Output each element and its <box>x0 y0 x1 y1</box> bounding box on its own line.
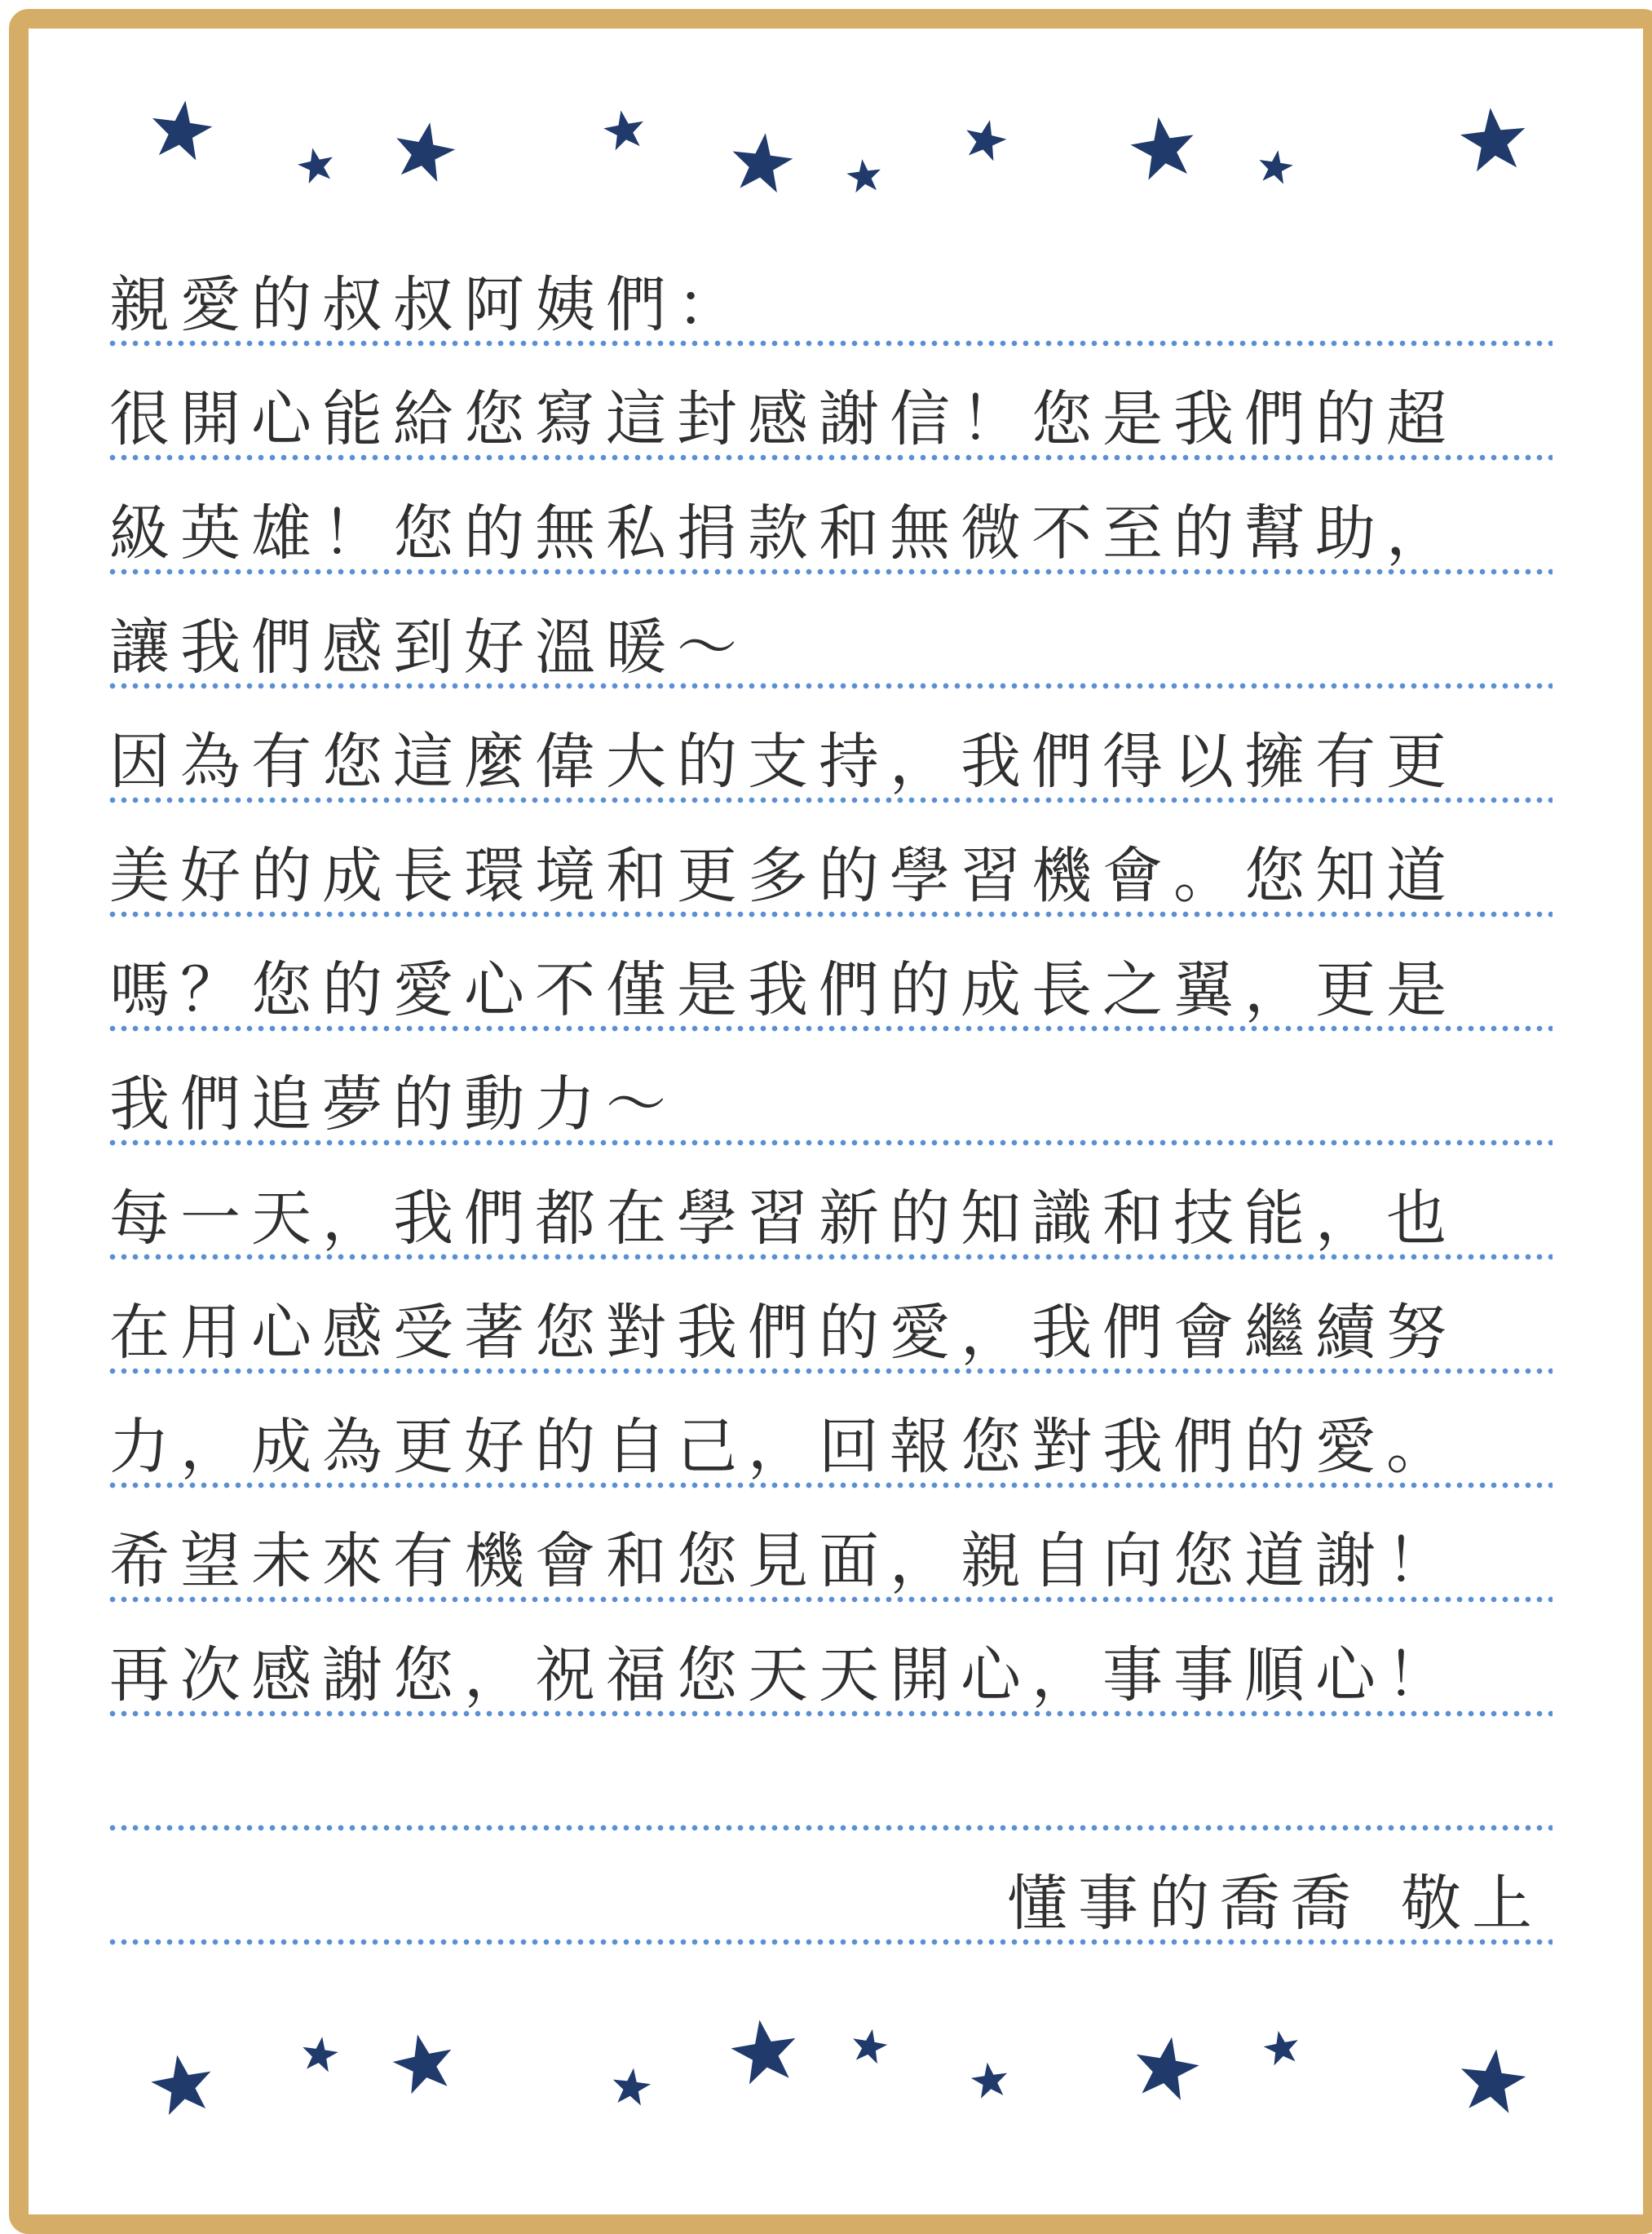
letter-line <box>109 1146 1553 1260</box>
letter-line <box>109 461 1553 575</box>
letter-line <box>109 1489 1553 1603</box>
letter-line <box>109 347 1553 461</box>
signature-text <box>1007 1869 1543 1939</box>
letter-line <box>109 575 1553 689</box>
signature-name: 懂事的喬喬 <box>1007 1869 1362 1939</box>
letter-line <box>109 918 1553 1032</box>
dotted-rule <box>109 1025 1553 1032</box>
letter-line-blank <box>109 1717 1553 1831</box>
letter-line <box>109 1260 1553 1374</box>
dotted-rule <box>109 1254 1553 1260</box>
dotted-rule <box>109 340 1553 347</box>
letter-line-text: 每一天，我們都在學習新的知識和技能，也 <box>109 1183 1457 1254</box>
letter-line <box>109 1603 1553 1717</box>
signature-line <box>109 1831 1553 1945</box>
letter-line-text: 讓我們感到好溫暖～ <box>109 613 748 683</box>
letter-line-text: 級英雄！您的無私捐款和無微不至的幫助， <box>109 498 1457 568</box>
letter-line-text: 嗎？您的愛心不僅是我們的成長之翼，更是 <box>109 955 1457 1025</box>
dotted-rule <box>109 1825 1553 1831</box>
letter-line-text: 美好的成長環境和更多的學習機會。您知道 <box>109 841 1457 911</box>
dotted-rule <box>109 454 1553 461</box>
letter-line-greeting <box>109 232 1553 347</box>
letter-line <box>109 1032 1553 1146</box>
dotted-rule <box>109 1482 1553 1489</box>
letter-body <box>109 232 1553 1945</box>
dotted-rule <box>109 1710 1553 1717</box>
letter-line-text: 再次感謝您，祝福您天天開心，事事順心！ <box>109 1640 1457 1710</box>
dotted-rule <box>109 797 1553 803</box>
dotted-rule <box>109 1596 1553 1603</box>
dotted-rule <box>109 1368 1553 1374</box>
dotted-rule <box>109 568 1553 575</box>
letter-line <box>109 689 1553 803</box>
letter-line <box>109 803 1553 918</box>
letter-line-text: 力，成為更好的自己，回報您對我們的愛。 <box>109 1412 1457 1482</box>
dotted-rule <box>109 683 1553 689</box>
letter-line-text: 很開心能給您寫這封感謝信！您是我們的超 <box>109 384 1457 454</box>
dotted-rule <box>109 1139 1553 1146</box>
dotted-rule <box>109 911 1553 918</box>
greeting-text: 親愛的叔叔阿姨們： <box>109 270 748 340</box>
dotted-rule <box>109 1939 1553 1945</box>
letter-line <box>109 1374 1553 1489</box>
signature-closing: 敬上 <box>1401 1869 1543 1939</box>
letter-line-text: 希望未來有機會和您見面，親自向您道謝！ <box>109 1526 1457 1596</box>
letter-line-text: 在用心感受著您對我們的愛，我們會繼續努 <box>109 1298 1457 1368</box>
letter-line-text: 我們追夢的動力～ <box>109 1069 677 1139</box>
letter-line-text: 因為有您這麼偉大的支持，我們得以擁有更 <box>109 727 1457 797</box>
